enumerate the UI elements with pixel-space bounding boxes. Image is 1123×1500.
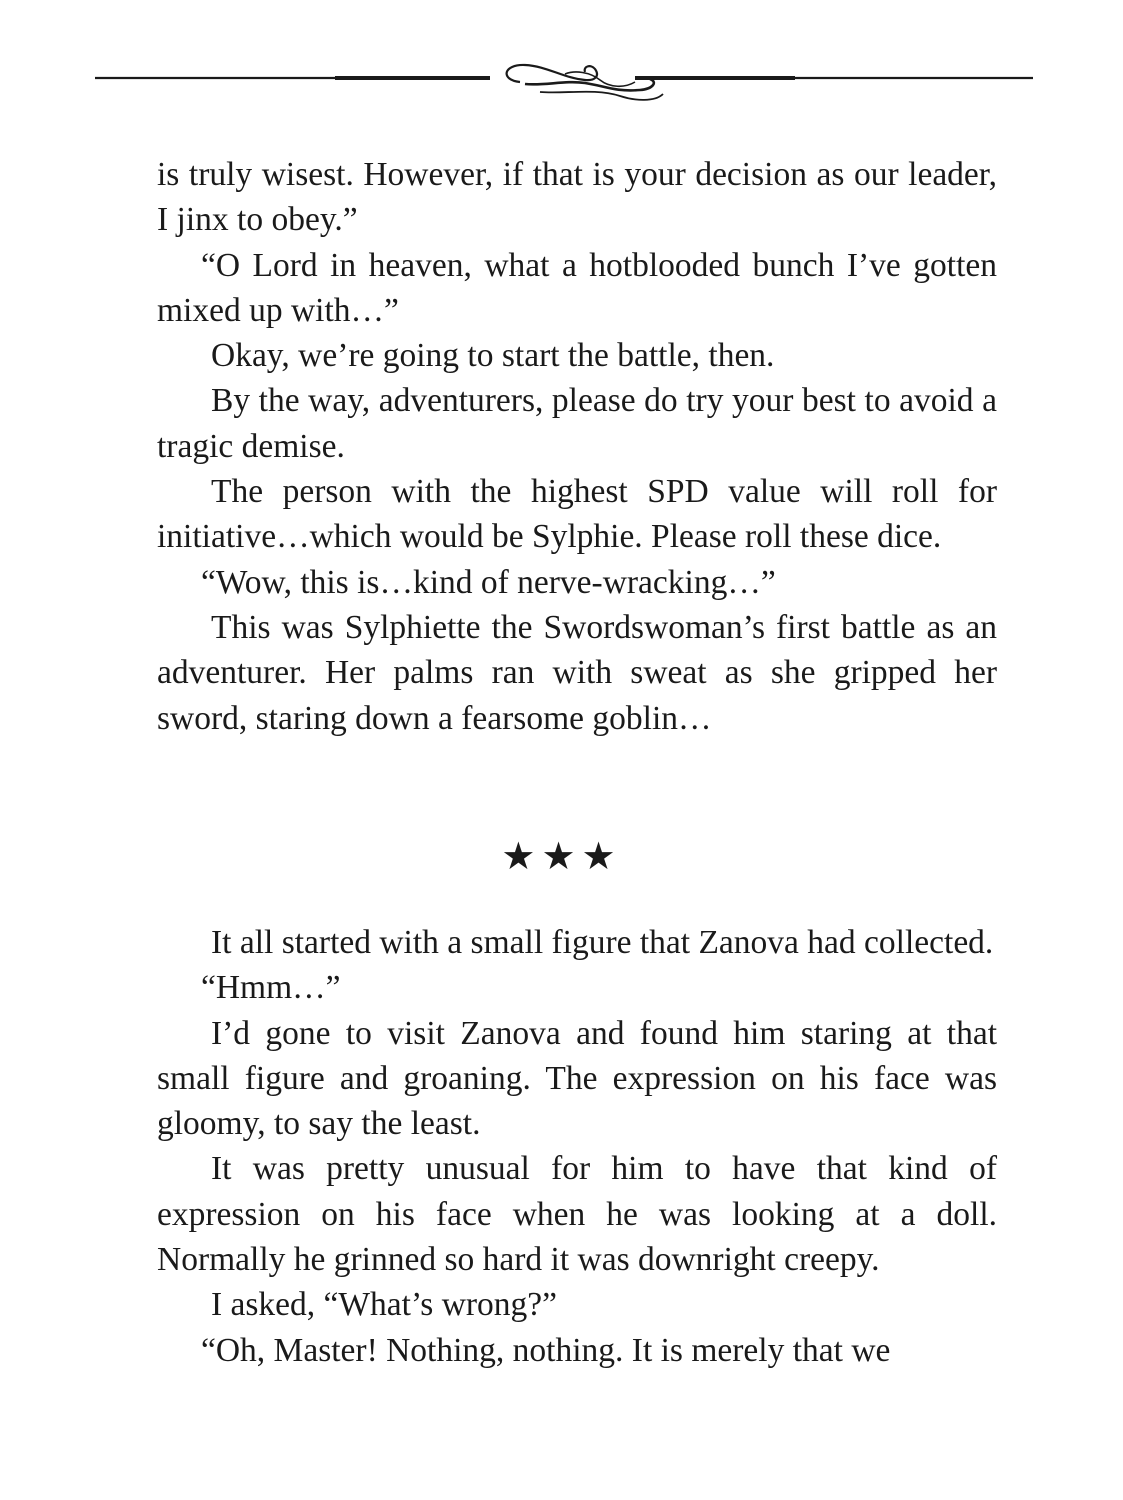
prose-paragraph: is truly wisest. However, if that is your decision as our leader, I jinx to obey.” bbox=[157, 156, 997, 239]
dialogue-paragraph: “Wow, this is…kind of nerve-wracking…” bbox=[201, 563, 776, 601]
dialogue-paragraph: “Hmm…” bbox=[201, 969, 341, 1007]
dialogue-paragraph: “Oh, Master! Nothing, nothing. It is merely that we bbox=[201, 1331, 891, 1369]
prose-paragraph: The person with the highest SPD value will roll for initiative…which would be Sylphie. Please roll these dice. bbox=[157, 473, 997, 556]
text-section-2 bbox=[157, 920, 997, 1373]
prose-paragraph: Okay, we’re going to start the battle, then. bbox=[211, 337, 775, 375]
prose-paragraph: By the way, adventurers, please do try your best to avoid a tragic demise. bbox=[157, 382, 997, 465]
prose-paragraph: It all started with a small figure that Zanova had collected. bbox=[211, 924, 994, 961]
dialogue-paragraph: “O Lord in heaven, what a hotblooded bunch I’ve gotten mixed up with…” bbox=[157, 246, 997, 329]
text-section-1 bbox=[157, 152, 997, 741]
prose-paragraph: I asked, “What’s wrong?” bbox=[211, 1286, 558, 1324]
scene-break-stars: ★★★ bbox=[501, 834, 622, 878]
prose-paragraph: I’d gone to visit Zanova and found him staring at that small figure and groaning. The expression on his face was gloomy, to say the least. bbox=[157, 1014, 997, 1143]
prose-paragraph: It was pretty unusual for him to have that kind of expression on his face when he was looking at a doll. Normally he grinned so hard it was downright creepy. bbox=[157, 1150, 997, 1279]
prose-paragraph: This was Sylphiette the Swordswoman’s first battle as an adventurer. Her palms ran with sweat as she gripped her sword, staring down a fearsome goblin… bbox=[157, 608, 997, 737]
header-flourish-ornament bbox=[95, 52, 1033, 106]
